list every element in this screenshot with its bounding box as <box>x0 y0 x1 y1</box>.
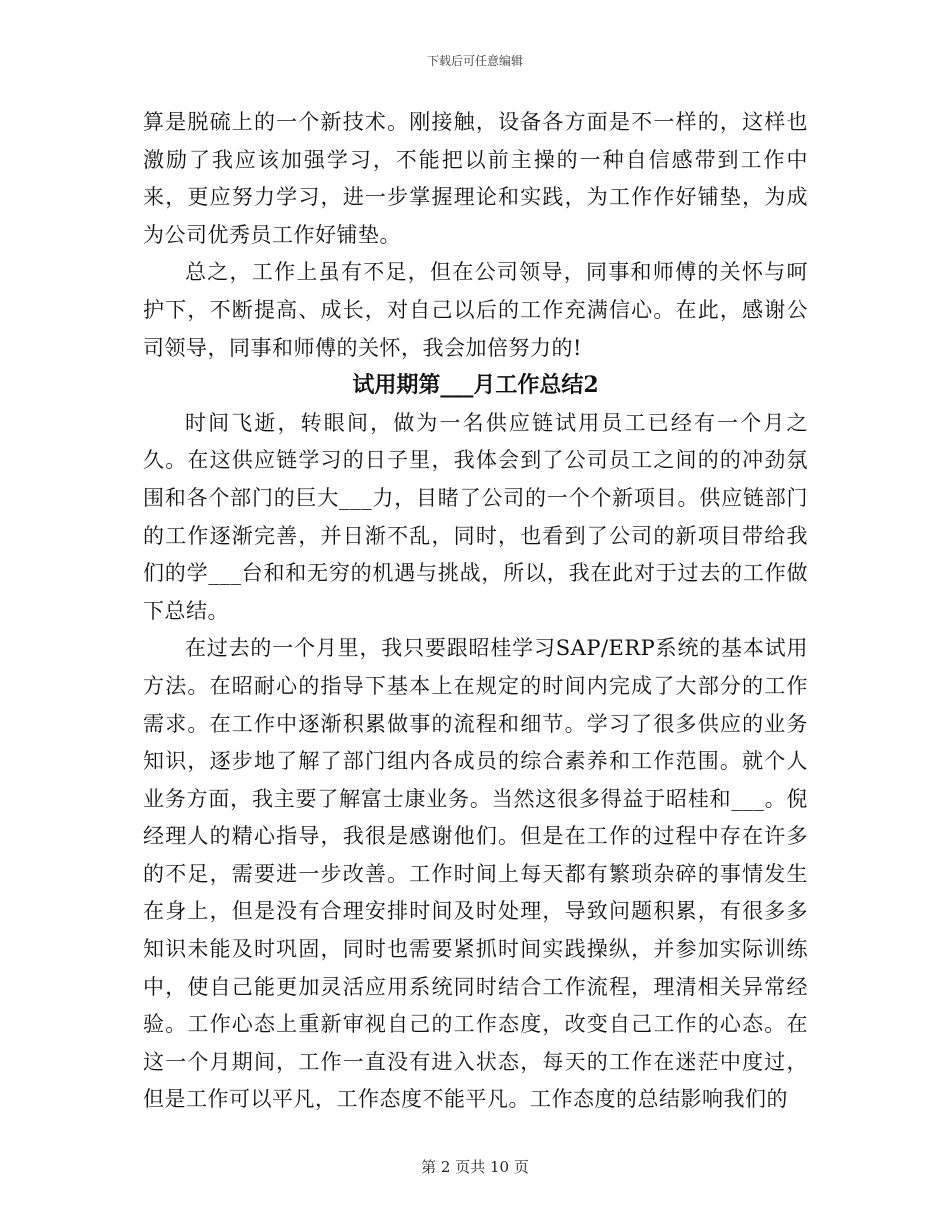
document-body <box>143 104 808 1119</box>
paragraph-conclusion: 总之，工作上虽有不足，但在公司领导，同事和师傅的关怀与呵护下，不断提高、成长，对自己以后的工作充满信心。在此，感谢公司领导，同事和师傅的关怀，我会加倍努力的! <box>143 260 808 360</box>
page-footer: 第 2 页共 10 页 <box>421 1158 529 1176</box>
page-header: 下载后可任意编辑 <box>426 54 523 68</box>
paragraph-review: 在过去的一个月里，我只要跟昭桂学习SAP/ERP系统的基本试用方法。在昭耐心的指导下基本上在规定的时间内完成了大部分的工作需求。在工作中逐渐积累做事的流程和细节。学习了很多供应的业务知识，逐步地了解了部门组内各成员的综合素养和工作范围。就个人业务方面，我主要了解富士康业务。当然这很多得益于昭桂和___。倪经理人的精心指导，我很是感谢他们。但是在工作的过程中存在许多的不足，需要进一步改善。工作时间上每天都有繁琐杂碎的事情发生在身上，但是没有合理安排时间及时处理，导致问题积累，有很多多知识未能及时巩固，同时也需要紧抓时间实践操纵，并参加实际训练中，使自己能更加灵活应用系统同时结合工作流程，理清相关异常经验。工作心态上重新审视自己的工作态度，改变自己工作的心态。在这一个月期间，工作一直没有进入状态，每天的工作在迷茫中度过，但是工作可以平凡，工作态度不能平凡。工作态度的总结影响我们的 <box>143 636 808 1112</box>
paragraph-continuation: 算是脱硫上的一个新技术。刚接触，设备各方面是不一样的，这样也激励了我应该加强学习，不能把以前主操的一种自信感带到工作中来，更应努力学习，进一步掌握理论和实践，为工作作好铺垫，为成为公司优秀员工作好铺垫。 <box>143 110 808 247</box>
paragraph-intro: 时间飞逝，转眼间，做为一名供应链试用员工已经有一个月之久。在这供应链学习的日子里，我体会到了公司员工之间的的冲劲氛围和各个部门的巨大___力，目睹了公司的一个个新项目。供应链部门的工作逐渐完善，并日渐不乱，同时，也看到了公司的新项目带给我们的学___台和和无穷的机遇与挑战，所以，我在此对于过去的工作做下总结。 <box>143 410 808 623</box>
section-title: 试用期第___月工作总结2 <box>352 372 599 399</box>
